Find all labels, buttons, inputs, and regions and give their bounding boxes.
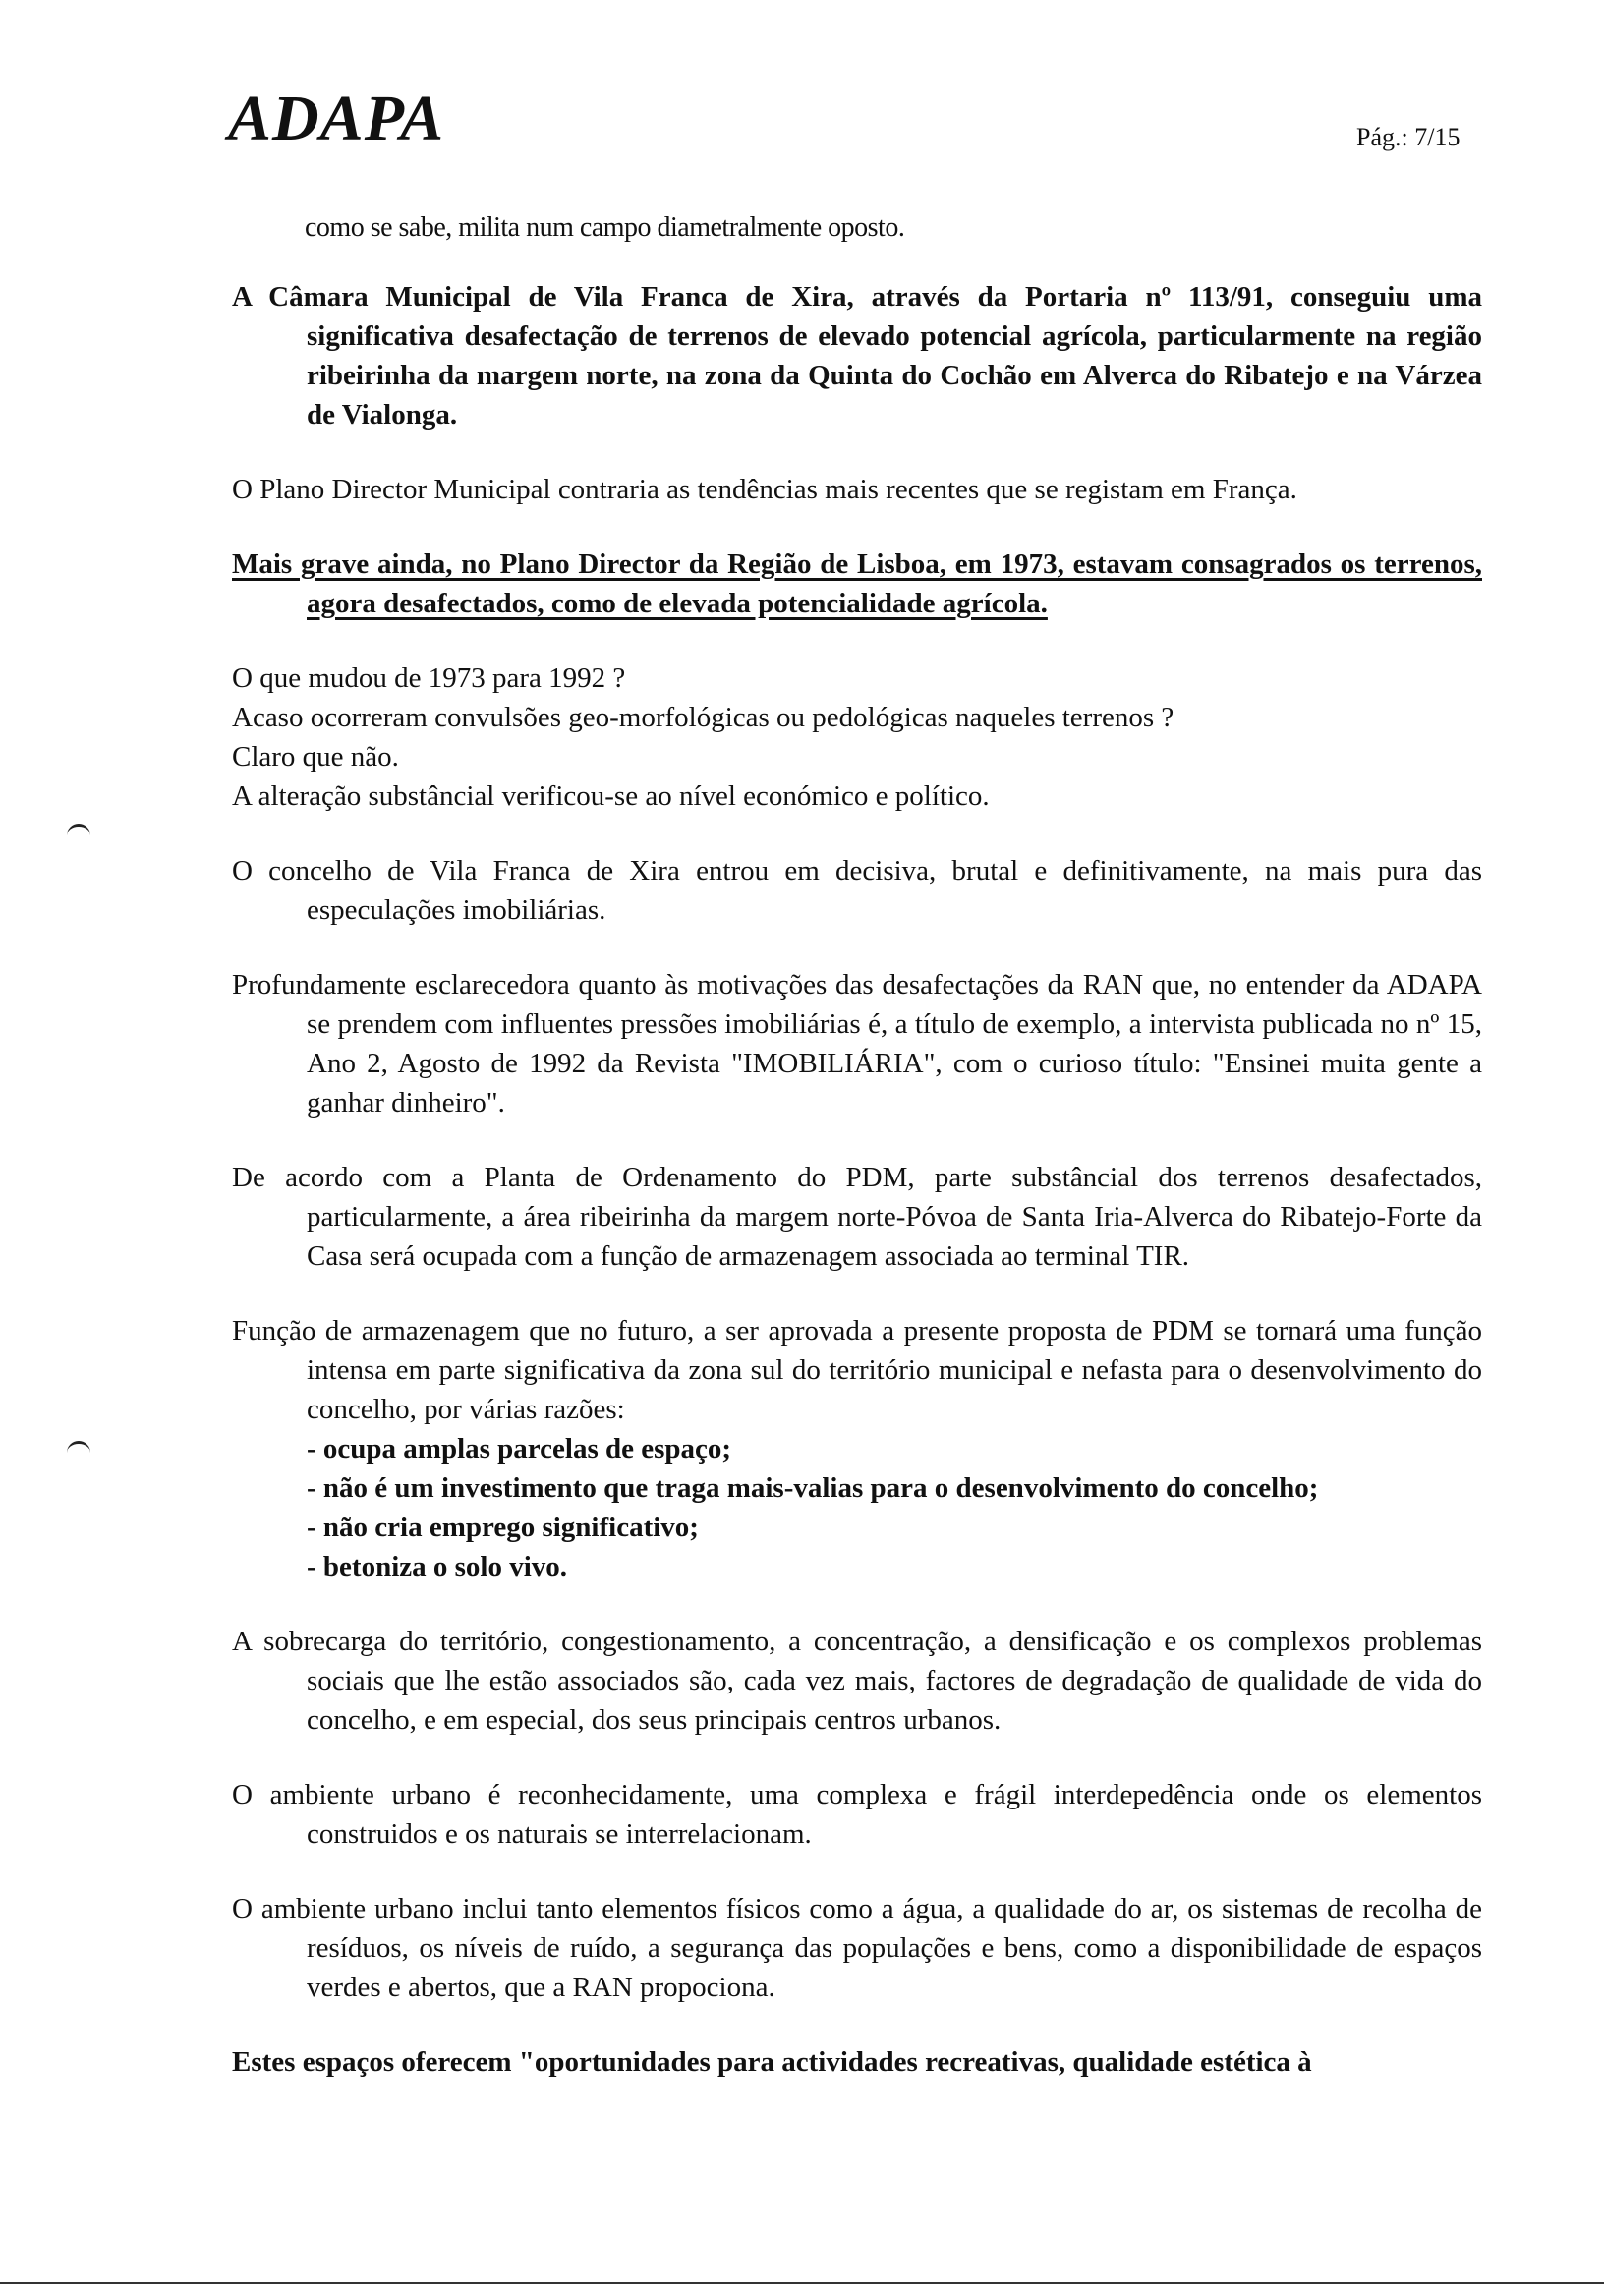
paragraph-ambiente-urbano-2: O ambiente urbano inclui tanto elementos físicos como a água, a qualidade do ar, os sistemas de recolha de resíduos, os níveis de ruído, a segurança das populações e bens, como a disponibilidade de espaços verdes e abertos, que a RAN propociona. [232,1893,1482,2003]
paragraph-especulacoes: O concelho de Vila Franca de Xira entrou em decisiva, brutal e definitivamente, na mais pura das especulações imobiliárias. [232,855,1482,926]
punch-hole-mark [67,824,90,840]
question-line-4: A alteração substâncial verificou-se ao nível económico e político. [232,780,990,812]
reasons-list [232,1429,1482,1586]
question-line-2: Acaso ocorreram convulsões geo-morfológicas ou pedológicas naqueles terrenos ? [232,702,1174,733]
paragraph-regiao-lisboa: Mais grave ainda, no Plano Director da Região de Lisboa, em 1973, estavam consagrados os terrenos, agora desafectados, como de elevada potencialidade agrícola. [232,548,1482,619]
list-item: - ocupa amplas parcelas de espaço; [307,1433,732,1464]
paragraph-sobrecarga: A sobrecarga do território, congestionamento, a concentração, a densificação e os complexos problemas sociais que lhe estão associados são, cada vez mais, factores de degradação de qualidade de vida do concelho, e em especial, dos seus principais centros urbanos. [232,1626,1482,1736]
paragraph-planta-ordenamento: De acordo com a Planta de Ordenamento do PDM, parte substâncial dos terrenos desafectados, particularmente, a área ribeirinha da margem norte-Póvoa de Santa Iria-Alverca do Ribatejo-Forte da Casa será ocupada com a função de armazenagem associada ao terminal TIR. [232,1162,1482,1272]
document-body [232,208,1482,2082]
paragraph-espacos: Estes espaços oferecem "oportunidades para actividades recreativas, qualidade estética à [232,2046,1312,2078]
continuation-line: como se sabe, milita num campo diametralmente oposto. [305,212,905,243]
paragraph-portaria: A Câmara Municipal de Vila Franca de Xira, através da Portaria nº 113/91, conseguiu uma significativa desafectação de terrenos de elevado potencial agrícola, particularmente na região ribeirinha da margem norte, na zona da Quinta do Cochão em Alverca do Ribatejo e na Várzea de Vialonga. [232,281,1482,430]
punch-hole-mark [67,1441,90,1458]
list-item: - não cria emprego significativo; [307,1512,699,1543]
page-number: Pág.: 7/15 [1356,123,1461,151]
list-item: - betoniza o solo vivo. [307,1551,568,1582]
bottom-edge-line [0,2282,1604,2284]
paragraph-ambiente-urbano-1: O ambiente urbano é reconhecidamente, uma complexa e frágil interdepedência onde os elementos construidos e os naturais se interrelacionam. [232,1779,1482,1850]
adapa-logo: ADAPA [228,83,445,154]
list-item: - não é um investimento que traga mais-valias para o desenvolvimento do concelho; [307,1472,1319,1504]
paragraph-imobiliaria: Profundamente esclarecedora quanto às motivações das desafectações da RAN que, no entender da ADAPA se prendem com influentes pressões imobiliárias é, a título de exemplo, a intervista publicada no nº 15, Ano 2, Agosto de 1992 da Revista "IMOBILIÁRIA", com o curioso título: "Ensinei muita gente a ganhar dinheiro". [232,969,1482,1119]
question-line-3: Claro que não. [232,741,399,773]
paragraph-plano-director: O Plano Director Municipal contraria as tendências mais recentes que se registam em França. [232,474,1297,505]
question-line-1: O que mudou de 1973 para 1992 ? [232,662,626,694]
paragraph-armazenagem: Função de armazenagem que no futuro, a ser aprovada a presente proposta de PDM se tornará uma função intensa em parte significativa da zona sul do território municipal e nefasta para o desenvolvimento do concelho, por várias razões: [232,1315,1482,1425]
